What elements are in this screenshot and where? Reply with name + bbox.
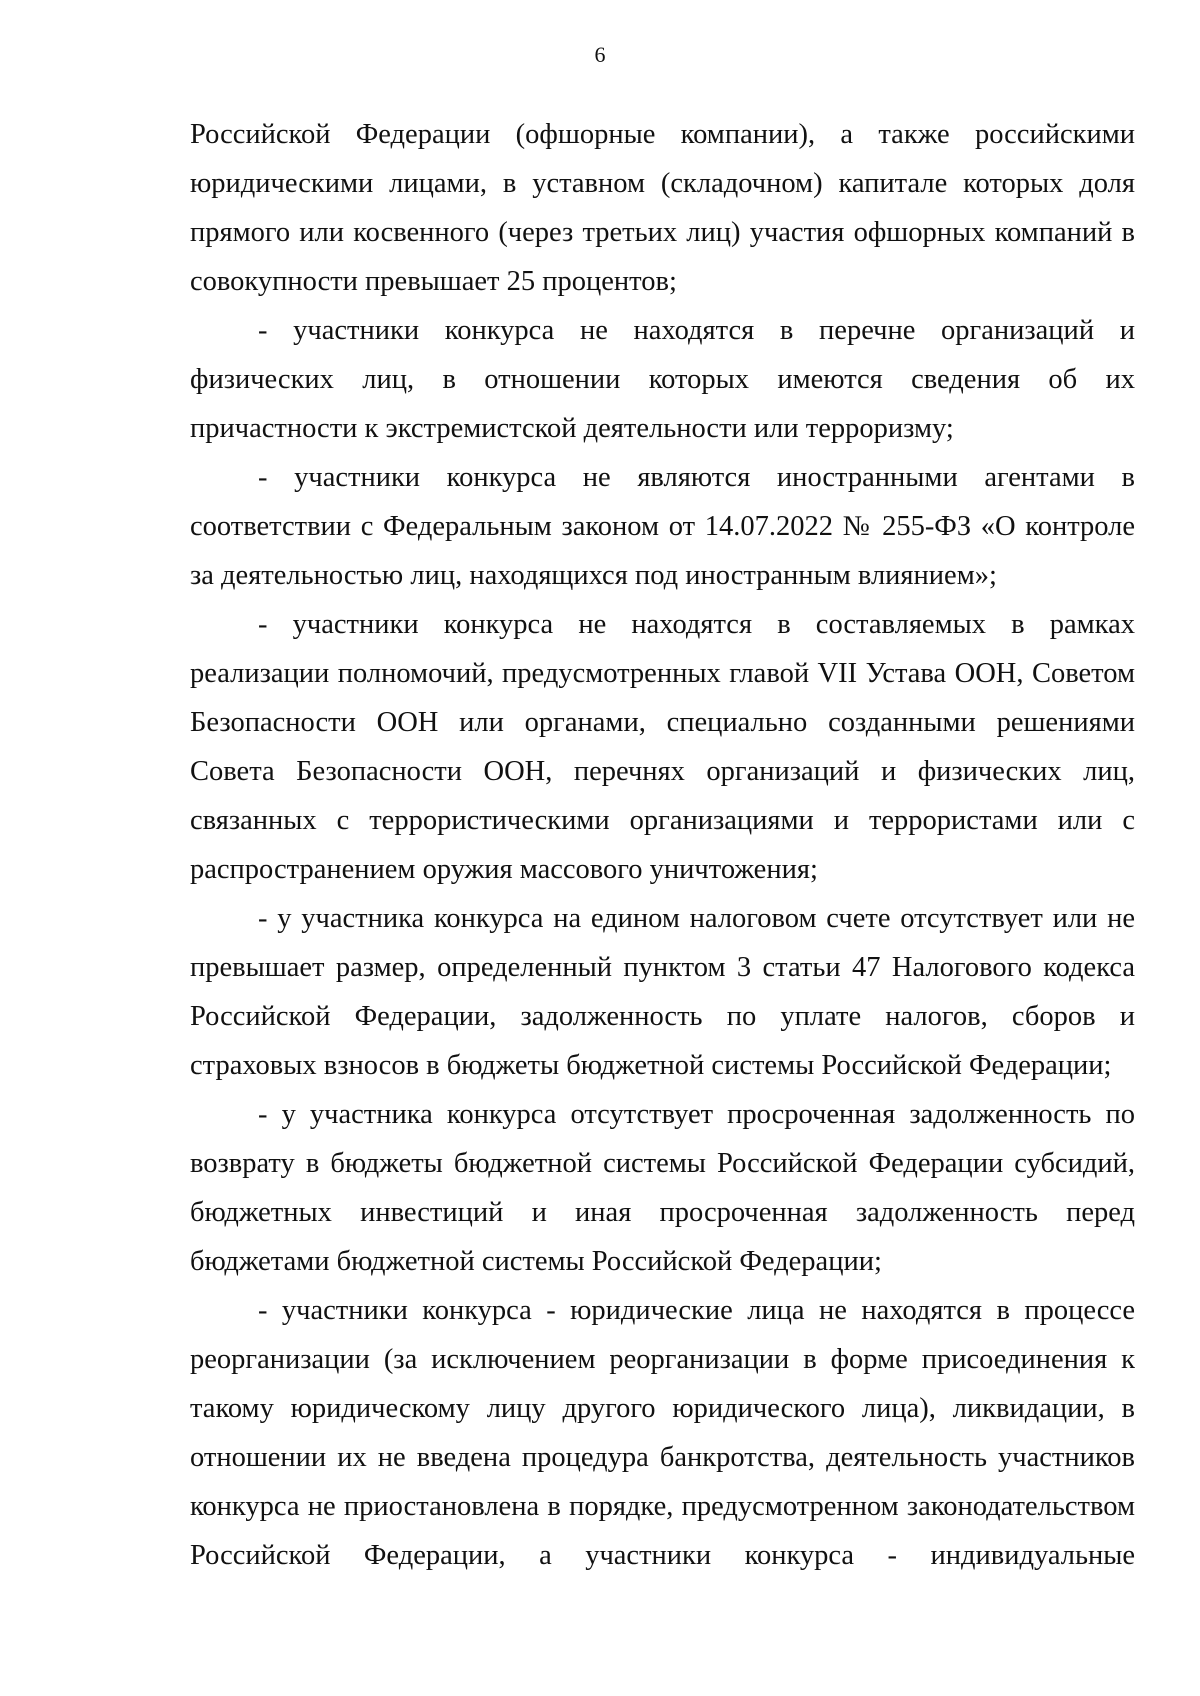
- paragraph-offshore-companies: Российской Федерации (офшорные компании), а также российскими юридическими лицами, в уставном (складочном) капитале которых доля прямого или косвенного (через третьих лиц) участия офшорных компаний в совокупности превышает 25 процентов;: [190, 119, 1135, 297]
- document-body: [190, 110, 1135, 1580]
- paragraph-tax-debt: - у участника конкурса на едином налоговом счете отсутствует или не превышает размер, определенный пунктом 3 статьи 47 Налогового кодекса Российской Федерации, задолженность по уплате налогов, сборов и страховых взносов в бюджеты бюджетной системы Российской Федерации;: [190, 903, 1135, 1081]
- paragraph-extremism-list: - участники конкурса не находятся в перечне организаций и физических лиц, в отношении которых имеются сведения об их причастности к экстремистской деятельности или терроризму;: [190, 315, 1135, 444]
- page-number: 6: [594, 42, 606, 67]
- paragraph-foreign-agents: - участники конкурса не являются иностранными агентами в соответствии с Федеральным законом от 14.07.2022 № 255-ФЗ «О контроле за деятельностью лиц, находящихся под иностранным влиянием»;: [190, 462, 1135, 591]
- paragraph-un-security-council-lists: - участники конкурса не находятся в составляемых в рамках реализации полномочий, предусмотренных главой VII Устава ООН, Советом Безопасности ООН или органами, специально созданными решениями Совета Безопасности ООН, перечнях организаций и физических лиц, связанных с террористическими организациями и террористами или с распространением оружия массового уничтожения;: [190, 609, 1135, 885]
- paragraph-reorganization-bankruptcy: - участники конкурса - юридические лица не находятся в процессе реорганизации (за исключением реорганизации в форме присоединения к такому юридическому лицу другого юридического лица), ликвидации, в отношении их не введена процедура банкротства, деятельность участников конкурса не приостановлена в порядке, предусмотренном законодательством Российской Федерации, а участники конкурса - индивидуальные: [190, 1295, 1135, 1571]
- paragraph-budget-debt: - у участника конкурса отсутствует просроченная задолженность по возврату в бюджеты бюджетной системы Российской Федерации субсидий, бюджетных инвестиций и иная просроченная задолженность перед бюджетами бюджетной системы Российской Федерации;: [190, 1099, 1135, 1277]
